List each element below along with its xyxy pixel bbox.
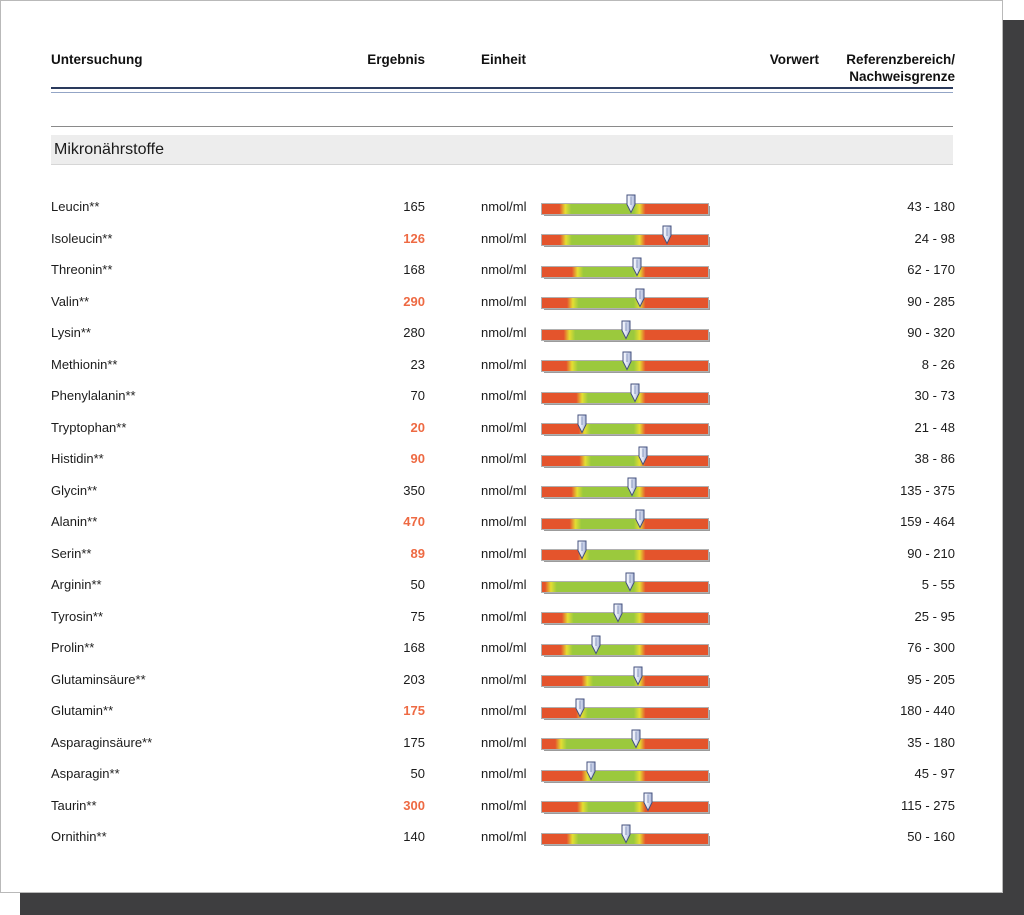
result-value: 168	[403, 262, 425, 278]
value-marker-icon	[638, 446, 648, 466]
header-einheit: Einheit	[481, 52, 527, 67]
reference-bar	[541, 329, 707, 339]
analyte-name: Taurin**	[51, 797, 97, 813]
value-marker-icon	[613, 603, 623, 623]
reference-bar-cell	[541, 610, 711, 622]
analyte-name: Prolin**	[51, 640, 95, 656]
reference-bar-track	[541, 612, 709, 624]
lab-result-row	[51, 727, 953, 759]
lab-result-row	[51, 223, 953, 255]
reference-bar-cell	[541, 547, 711, 559]
reference-range: 115 - 275	[901, 797, 955, 813]
result-value: 203	[403, 671, 425, 687]
lab-result-row	[51, 506, 953, 538]
reference-bar-cell	[541, 579, 711, 591]
result-value: 70	[410, 388, 425, 404]
value-marker-icon	[577, 540, 587, 560]
header-rule-light	[51, 92, 953, 93]
result-value: 300	[403, 797, 425, 813]
reference-bar-cell	[541, 736, 711, 748]
reference-range: 43 - 180	[907, 199, 955, 215]
unit-label: nmol/ml	[481, 640, 527, 656]
reference-bar	[541, 455, 707, 465]
lab-result-row	[51, 569, 953, 601]
value-marker-icon	[622, 351, 632, 371]
lab-result-row	[51, 443, 953, 475]
analyte-name: Valin**	[51, 293, 90, 309]
reference-bar	[541, 360, 707, 370]
reference-bar-cell	[541, 831, 711, 843]
value-marker-icon	[625, 572, 635, 592]
value-marker-icon	[621, 824, 631, 844]
lab-result-row	[51, 286, 953, 318]
unit-label: nmol/ml	[481, 829, 527, 845]
reference-bar-cell	[541, 232, 711, 244]
reference-bar-track	[541, 297, 709, 309]
result-value: 126	[403, 230, 425, 246]
reference-bar-cell	[541, 673, 711, 685]
lab-result-row	[51, 191, 953, 223]
reference-range: 24 - 98	[914, 230, 955, 246]
reference-bar-track	[541, 518, 709, 530]
unit-label: nmol/ml	[481, 451, 527, 467]
reference-bar-cell	[541, 768, 711, 780]
reference-bar-cell	[541, 799, 711, 811]
header-vorwert: Vorwert	[769, 52, 819, 67]
reference-bar-track	[541, 234, 709, 246]
reference-bar-track	[541, 707, 709, 719]
analyte-name: Arginin**	[51, 577, 102, 593]
analyte-name: Phenylalanin**	[51, 388, 136, 404]
reference-range: 5 - 55	[921, 577, 955, 593]
lab-result-row	[51, 758, 953, 790]
reference-bar-cell	[541, 516, 711, 528]
reference-bar	[541, 423, 707, 433]
section-band	[51, 135, 953, 165]
value-marker-icon	[626, 194, 636, 214]
reference-range: 90 - 320	[907, 325, 955, 341]
analyte-name: Methionin**	[51, 356, 118, 372]
value-marker-icon	[627, 477, 637, 497]
reference-bar-cell	[541, 201, 711, 213]
analyte-name: Histidin**	[51, 451, 104, 467]
unit-label: nmol/ml	[481, 545, 527, 561]
result-value: 350	[403, 482, 425, 498]
reference-bar-track	[541, 455, 709, 467]
reference-bar-track	[541, 486, 709, 498]
reference-range: 76 - 300	[907, 640, 955, 656]
unit-label: nmol/ml	[481, 262, 527, 278]
unit-label: nmol/ml	[481, 419, 527, 435]
reference-range: 62 - 170	[907, 262, 955, 278]
reference-bar	[541, 707, 707, 717]
analyte-name: Threonin**	[51, 262, 113, 278]
reference-bar	[541, 297, 707, 307]
reference-bar	[541, 770, 707, 780]
reference-range: 95 - 205	[907, 671, 955, 687]
reference-bar-cell	[541, 642, 711, 654]
result-value: 470	[403, 514, 425, 530]
unit-label: nmol/ml	[481, 734, 527, 750]
reference-bar	[541, 203, 707, 213]
reference-range: 38 - 86	[914, 451, 955, 467]
unit-label: nmol/ml	[481, 230, 527, 246]
analyte-name: Lysin**	[51, 325, 91, 341]
lab-result-row	[51, 601, 953, 633]
reference-bar	[541, 486, 707, 496]
result-value: 23	[410, 356, 425, 372]
unit-label: nmol/ml	[481, 671, 527, 687]
unit-label: nmol/ml	[481, 388, 527, 404]
reference-bar-track	[541, 675, 709, 687]
results-table-header	[51, 51, 953, 85]
lab-result-row	[51, 317, 953, 349]
lab-result-row	[51, 695, 953, 727]
reference-range: 21 - 48	[914, 419, 955, 435]
reference-bar	[541, 518, 707, 528]
reference-bar	[541, 612, 707, 622]
analyte-name: Glycin**	[51, 482, 98, 498]
analyte-name: Glutamin**	[51, 703, 114, 719]
section-title: Mikronährstoffe	[54, 140, 164, 158]
reference-bar-cell	[541, 705, 711, 717]
lab-result-row	[51, 538, 953, 570]
unit-label: nmol/ml	[481, 514, 527, 530]
reference-range: 45 - 97	[914, 766, 955, 782]
result-value: 50	[410, 766, 425, 782]
reference-bar	[541, 801, 707, 811]
header-referenzbereich	[819, 51, 955, 85]
analyte-name: Glutaminsäure**	[51, 671, 146, 687]
result-value: 280	[403, 325, 425, 341]
header-rule-dark	[51, 87, 953, 89]
reference-range: 159 - 464	[900, 514, 955, 530]
value-marker-icon	[575, 698, 585, 718]
reference-bar	[541, 581, 707, 591]
result-value: 175	[403, 734, 425, 750]
reference-bar-track	[541, 644, 709, 656]
reference-range: 30 - 73	[914, 388, 955, 404]
analyte-name: Leucin**	[51, 199, 100, 215]
reference-bar-track	[541, 423, 709, 435]
reference-range: 25 - 95	[914, 608, 955, 624]
lab-result-row	[51, 475, 953, 507]
result-value: 89	[410, 545, 425, 561]
lab-result-row	[51, 380, 953, 412]
unit-label: nmol/ml	[481, 797, 527, 813]
reference-bar-track	[541, 738, 709, 750]
reference-bar-track	[541, 392, 709, 404]
reference-bar-cell	[541, 327, 711, 339]
lab-result-row	[51, 412, 953, 444]
unit-label: nmol/ml	[481, 766, 527, 782]
analyte-name: Serin**	[51, 545, 92, 561]
header-referenz-line2: Nachweisgrenze	[849, 69, 955, 84]
reference-bar	[541, 234, 707, 244]
unit-label: nmol/ml	[481, 356, 527, 372]
value-marker-icon	[662, 225, 672, 245]
reference-bar-cell	[541, 295, 711, 307]
reference-range: 90 - 285	[907, 293, 955, 309]
lab-result-row	[51, 349, 953, 381]
value-marker-icon	[643, 792, 653, 812]
result-value: 20	[410, 419, 425, 435]
reference-bar	[541, 266, 707, 276]
result-value: 75	[410, 608, 425, 624]
lab-result-row	[51, 821, 953, 853]
unit-label: nmol/ml	[481, 482, 527, 498]
result-value: 290	[403, 293, 425, 309]
header-referenz-line1: Referenzbereich/	[846, 52, 955, 67]
unit-label: nmol/ml	[481, 703, 527, 719]
results-table-body	[51, 191, 953, 853]
unit-label: nmol/ml	[481, 293, 527, 309]
result-value: 50	[410, 577, 425, 593]
value-marker-icon	[586, 761, 596, 781]
reference-bar-cell	[541, 421, 711, 433]
analyte-name: Ornithin**	[51, 829, 107, 845]
result-value: 168	[403, 640, 425, 656]
report-content	[1, 1, 1002, 853]
header-untersuchung: Untersuchung	[51, 52, 143, 67]
reference-bar-cell	[541, 390, 711, 402]
value-marker-icon	[635, 288, 645, 308]
lab-result-row	[51, 254, 953, 286]
reference-bar-cell	[541, 264, 711, 276]
reference-bar	[541, 392, 707, 402]
unit-label: nmol/ml	[481, 608, 527, 624]
value-marker-icon	[577, 414, 587, 434]
value-marker-icon	[632, 257, 642, 277]
lab-result-row	[51, 664, 953, 696]
reference-bar	[541, 644, 707, 654]
result-value: 175	[403, 703, 425, 719]
analyte-name: Alanin**	[51, 514, 98, 530]
reference-bar	[541, 833, 707, 843]
reference-bar-track	[541, 266, 709, 278]
reference-range: 50 - 160	[907, 829, 955, 845]
reference-range: 35 - 180	[907, 734, 955, 750]
value-marker-icon	[631, 729, 641, 749]
reference-bar-cell	[541, 358, 711, 370]
reference-bar-track	[541, 549, 709, 561]
value-marker-icon	[633, 666, 643, 686]
reference-bar	[541, 738, 707, 748]
reference-bar	[541, 549, 707, 559]
reference-range: 8 - 26	[921, 356, 955, 372]
section-divider-rule	[51, 126, 953, 127]
value-marker-icon	[621, 320, 631, 340]
value-marker-icon	[635, 509, 645, 529]
header-ergebnis: Ergebnis	[367, 52, 425, 67]
analyte-name: Asparaginsäure**	[51, 734, 153, 750]
result-value: 90	[410, 451, 425, 467]
unit-label: nmol/ml	[481, 577, 527, 593]
lab-result-row	[51, 790, 953, 822]
value-marker-icon	[591, 635, 601, 655]
reference-range: 90 - 210	[907, 545, 955, 561]
reference-bar	[541, 675, 707, 685]
lab-result-row	[51, 632, 953, 664]
reference-bar-cell	[541, 484, 711, 496]
analyte-name: Isoleucin**	[51, 230, 113, 246]
analyte-name: Tryptophan**	[51, 419, 127, 435]
reference-bar-track	[541, 770, 709, 782]
reference-bar-track	[541, 801, 709, 813]
reference-range: 135 - 375	[900, 482, 955, 498]
result-value: 165	[403, 199, 425, 215]
result-value: 140	[403, 829, 425, 845]
analyte-name: Asparagin**	[51, 766, 120, 782]
unit-label: nmol/ml	[481, 325, 527, 341]
reference-bar-cell	[541, 453, 711, 465]
reference-range: 180 - 440	[900, 703, 955, 719]
unit-label: nmol/ml	[481, 199, 527, 215]
analyte-name: Tyrosin**	[51, 608, 104, 624]
value-marker-icon	[630, 383, 640, 403]
